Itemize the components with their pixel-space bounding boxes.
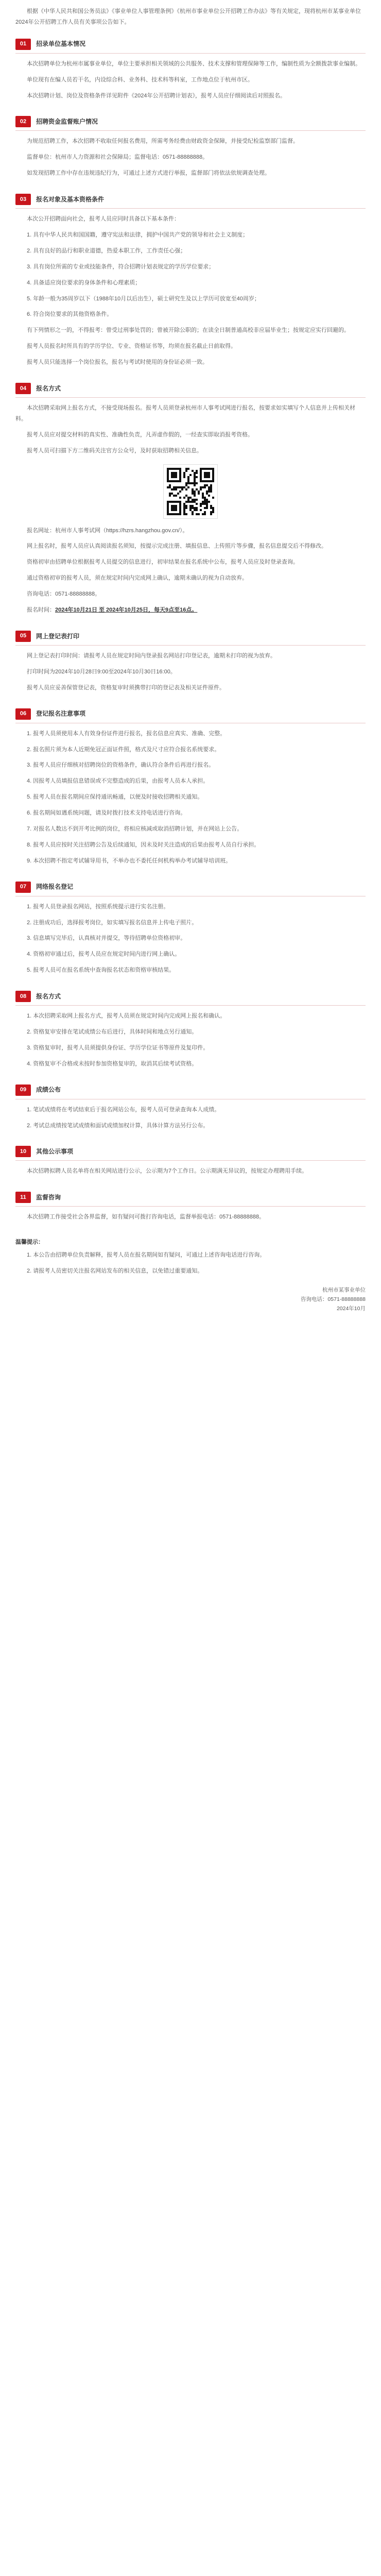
section-number: 03 [15, 194, 31, 205]
divider [15, 1160, 366, 1161]
paragraph: 报考人员可扫描下方二维码关注官方公众号，及时获取招聘相关信息。 [27, 447, 202, 454]
section-header [15, 1083, 366, 1097]
signature-contact: 咨询电话：0571-88888888 [300, 1296, 366, 1302]
section-01 [15, 37, 366, 101]
paragraph: 资格初审由招聘单位根据报考人员提交的信息进行，初审结果在报名系统中公布，报考人员应及时登录查询。 [27, 559, 299, 566]
qr-module [177, 493, 179, 495]
section-number: 01 [15, 39, 31, 50]
signature-block [15, 1286, 366, 1314]
qr-module [187, 468, 189, 470]
qr-module [179, 490, 181, 493]
qr-module [175, 488, 177, 490]
paragraph: 2. 考试总成绩按笔试成绩和面试成绩加权计算，具体计算方法另行公布。 [27, 1122, 209, 1129]
paragraph: 1. 报考人员登录报名网站，按照系统提示进行实名注册。 [27, 903, 169, 910]
qr-module [194, 495, 196, 497]
reg-time-value: 2024年10月21日 至 2024年10月25日，每天9点至16点。 [55, 607, 198, 614]
divider [15, 208, 366, 209]
paragraph: 1. 报考人员须使用本人有效身份证件进行报名，报名信息应真实、准确、完整。 [27, 730, 226, 737]
qr-module [179, 480, 181, 482]
section-title: 报名对象及基本资格条件 [36, 195, 105, 203]
qr-module [179, 497, 181, 499]
qr-module [169, 495, 171, 497]
intro-paragraph: 根据《中华人民共和国公务员法》《事业单位人事管理条例》《杭州市事业单位公开招聘工作办法》等有关规定，现将杭州市某事业单位2024年公开招聘工作人员有关事项公告如下。 [15, 8, 361, 25]
section-title: 报名方式 [36, 992, 61, 1000]
section-number: 10 [15, 1146, 31, 1157]
divider [15, 1206, 366, 1207]
paragraph: 1. 具有中华人民共和国国籍，遵守宪法和法律，拥护中国共产党的领导和社会主义制度； [27, 232, 249, 239]
qr-module [200, 488, 202, 490]
paragraph: 本次招聘计划、岗位及资格条件详见附件《2024年公开招聘计划表》，报考人员应仔细阅读后对照报名。 [27, 92, 286, 99]
section-07 [15, 880, 366, 976]
qr-module [212, 480, 214, 482]
section-number: 07 [15, 882, 31, 893]
section-number: 02 [15, 116, 31, 127]
qr-module [179, 513, 181, 515]
paragraph: 本次公开招聘面向社会，报考人员应同时具备以下基本条件： [27, 216, 180, 223]
qr-module [210, 513, 212, 515]
section-11 [15, 1190, 366, 1223]
paragraph: 3. 资格复审时，报考人员须提供身份证、学历学位证书等原件及复印件。 [27, 1044, 209, 1051]
paragraph: 2. 注册成功后，选择报考岗位，如实填写报名信息并上传电子照片。 [27, 919, 198, 926]
paragraph: 2. 资格复审安排在笔试成绩公布后进行，具体时间和地点另行通知。 [27, 1028, 198, 1035]
qr-module [196, 499, 198, 501]
paragraph: 本次招聘工作接受社会各界监督，如有疑问可拨打咨询电话，监督举报电话：0571-88888888。 [27, 1214, 265, 1221]
paragraph: 5. 报考人员在报名期间应保持通讯畅通，以便及时接收招聘相关通知。 [27, 794, 203, 801]
qr-module [185, 507, 187, 509]
section-title: 监督咨询 [36, 1193, 61, 1201]
paragraph: 报考人员应妥善保管登记表，资格复审时须携带打印的登记表及相关证件原件。 [27, 684, 225, 691]
section-title: 网上登记表打印 [36, 632, 80, 640]
qr-code-container [15, 465, 366, 518]
qr-module [183, 497, 185, 499]
qr-module [189, 474, 192, 476]
paragraph: 报名网址：杭州市人事考试网（https://hzrs.hangzhou.gov.cn/）。 [27, 527, 188, 534]
paragraph: 报考人员报名时所具有的学历学位、专业、资格证书等，均须在报名截止日前取得。 [27, 343, 236, 350]
section-10 [15, 1144, 366, 1177]
qr-module [183, 476, 185, 478]
divider [15, 1005, 366, 1006]
divider [15, 53, 366, 54]
section-title: 其他公示事项 [36, 1148, 74, 1156]
section-number: 04 [15, 383, 31, 394]
section-header [15, 880, 366, 894]
section-title: 登记报名注意事项 [36, 710, 86, 718]
qr-module [175, 509, 177, 511]
qr-module [196, 482, 198, 484]
paragraph: 2. 报名照片须为本人近期免冠正面证件照，格式及尺寸应符合报名系统要求。 [27, 746, 220, 753]
paragraph: 7. 对报名人数达不到开考比例的岗位，将相应核减或取消招聘计划，并在网站上公告。 [27, 825, 243, 832]
paragraph: 本次招聘单位为杭州市属事业单位，单位主要承担相关领域的公共服务、技术支撑和管理保障等工作，编制性质为全额拨款事业编制。 [27, 60, 361, 67]
paragraph: 监督单位：杭州市人力资源和社会保障局；监督电话：0571-88888888。 [27, 154, 209, 161]
qr-module [198, 513, 200, 515]
paragraph: 1. 本公告由招聘单位负责解释，报考人员在报名期间如有疑问，可通过上述咨询电话进行咨询。 [27, 1252, 266, 1259]
paragraph: 4. 资格复审不合格或未按时参加资格复审的，取消其后续考试资格。 [27, 1060, 198, 1067]
section-09 [15, 1083, 366, 1131]
section-number: 06 [15, 708, 31, 720]
signature-org: 杭州市某事业单位 [322, 1286, 366, 1293]
qr-module [200, 505, 202, 507]
qr-module [204, 513, 206, 515]
qr-module [175, 495, 177, 497]
section-header [15, 192, 366, 207]
section-header [15, 114, 366, 129]
qr-module [200, 509, 202, 511]
qr-module [185, 470, 187, 472]
qr-module [187, 486, 189, 488]
paragraph: 为规范招聘工作，本次招聘不收取任何报名费用，所需考务经费由财政资金保障，并接受纪检监察部门监督。 [27, 138, 299, 145]
section-05 [15, 629, 366, 693]
paragraph: 如发现招聘工作中存在违规违纪行为，可通过上述方式进行举报，监督部门将依法依规调查处理。 [27, 170, 270, 177]
qr-module [175, 476, 177, 478]
paragraph: 4. 具备适应岗位要求的身体条件和心理素质； [27, 279, 141, 286]
notes-block [15, 1237, 366, 1277]
qr-module [198, 493, 200, 495]
qr-module [204, 486, 206, 488]
paragraph: 打印时间为2024年10月28日9:00至2024年10月30日16:00。 [27, 668, 176, 675]
section-08 [15, 989, 366, 1070]
paragraph: 6. 符合岗位要求的其他资格条件。 [27, 311, 113, 318]
section-header [15, 707, 366, 721]
divider [15, 397, 366, 398]
section-03 [15, 192, 366, 368]
paragraph: 咨询电话：0571-88888888。 [27, 591, 101, 598]
section-number: 09 [15, 1084, 31, 1096]
qr-code[interactable] [164, 465, 217, 518]
section-06 [15, 707, 366, 867]
paragraph: 报考人员应对提交材料的真实性、准确性负责，凡弄虚作假的，一经查实即取消报考资格。 [27, 431, 253, 438]
paragraph: 有下列情形之一的，不得报考：曾受过刑事处罚的；曾被开除公职的；在读全日制普通高校非应届毕业生；按规定应实行回避的。 [27, 327, 350, 334]
qr-module [192, 513, 194, 515]
qr-module [185, 513, 187, 515]
paragraph: 3. 报考人员应仔细核对招聘岗位的资格条件，确认符合条件后再进行报名。 [27, 762, 215, 769]
paragraph: 单位现有在编人员若干名，内设综合科、业务科、技术科等科室，工作地点位于杭州市区。 [27, 76, 253, 83]
paragraph: 4. 因报考人员填报信息错误或不完整造成的后果，由报考人员本人承担。 [27, 778, 209, 785]
paragraph: 网上报名时，报考人员应认真阅读报名须知，按提示完成注册、填报信息、上传照片等步骤，报名信息提交后不得修改。 [27, 543, 327, 550]
paragraph: 3. 具有岗位所需的专业或技能条件，符合招聘计划表规定的学历学位要求； [27, 263, 215, 270]
paragraph: 3. 信息填写完毕后，认真核对并提交，等待招聘单位资格初审。 [27, 935, 186, 942]
section-header [15, 381, 366, 396]
qr-module [208, 501, 210, 503]
paragraph: 本次招聘采取网上报名方式，不接受现场报名。报考人员须登录杭州市人事考试网进行报名，按要求如实填写个人信息并上传相关材料。 [15, 405, 355, 422]
paragraph: 网上登记表打印时间：请报考人员在规定时间内登录报名网站打印登记表，逾期未打印的视为放弃。 [27, 652, 276, 659]
section-02 [15, 114, 366, 179]
paragraph: 2. 具有良好的品行和职业道德，热爱本职工作，工作责任心强； [27, 247, 186, 254]
qr-module [208, 495, 210, 497]
paragraph: 报考人员只能选择一个岗位报名，报名与考试时使用的身份证必须一致。 [27, 359, 208, 366]
paragraph: 2. 请报考人员密切关注报名网站发布的相关信息，以免错过重要通知。 [27, 1267, 203, 1274]
paragraph [15, 605, 366, 616]
paragraph: 8. 报考人员应按时关注招聘公告及后续通知，因未及时关注造成的后果由报考人员自行承担。 [27, 841, 260, 848]
notes-title: 温馨提示： [15, 1239, 44, 1246]
qr-module [196, 476, 198, 478]
reg-time-label: 报名时间： [27, 607, 55, 614]
qr-module [206, 507, 208, 509]
section-number: 05 [15, 631, 31, 642]
divider [15, 130, 366, 131]
qr-module [194, 484, 196, 486]
paragraph: 5. 年龄一般为35周岁以下（1988年10月以后出生），硕士研究生及以上学历可放宽至40周岁； [27, 295, 260, 302]
section-header [15, 989, 366, 1004]
section-header [15, 37, 366, 52]
section-header [15, 1190, 366, 1205]
section-title: 报名方式 [36, 384, 61, 392]
qr-module [196, 509, 198, 511]
section-title: 网络报名登记 [36, 883, 74, 891]
section-title: 招录单位基本情况 [36, 40, 86, 48]
section-header [15, 1144, 366, 1159]
section-title: 招聘资金监督账户情况 [36, 118, 98, 126]
section-header [15, 629, 366, 643]
paragraph: 1. 笔试成绩将在考试结束后于报名网站公布，报考人员可登录查询本人成绩。 [27, 1106, 220, 1113]
paragraph: 6. 报名期间如遇系统问题，请及时拨打技术支持电话进行咨询。 [27, 810, 186, 817]
qr-module [212, 497, 214, 499]
signature-date: 2024年10月 [336, 1305, 366, 1312]
paragraph: 1. 本次招聘采取网上报名方式，报考人员须在规定时间内完成网上报名和确认。 [27, 1013, 226, 1020]
qr-module [196, 503, 198, 505]
paragraph: 本次招聘拟聘人员名单将在相关网站进行公示，公示期为7个工作日。公示期满无异议的，按规定办理聘用手续。 [27, 1168, 308, 1175]
section-number: 11 [15, 1192, 31, 1203]
qr-module [210, 490, 212, 493]
paragraph: 9. 本次招聘不指定考试辅导用书，不举办也不委托任何机构举办考试辅导培训班。 [27, 857, 232, 864]
paragraph: 通过资格初审的报考人员，须在规定时间内完成网上确认，逾期未确认的视为自动放弃。 [27, 575, 248, 582]
qr-module [185, 488, 187, 490]
qr-module [196, 472, 198, 474]
paragraph: 5. 报考人员可在报名系统中查询报名状态和资格审核结果。 [27, 967, 175, 974]
paragraph: 4. 资格初审通过后，报考人员应在规定时间内进行网上确认。 [27, 951, 181, 958]
section-title: 成绩公布 [36, 1086, 61, 1094]
section-04 [15, 381, 366, 616]
qr-module [208, 476, 210, 478]
section-number: 08 [15, 991, 31, 1002]
divider [15, 645, 366, 646]
qr-module [212, 511, 214, 513]
qr-module [181, 488, 183, 490]
